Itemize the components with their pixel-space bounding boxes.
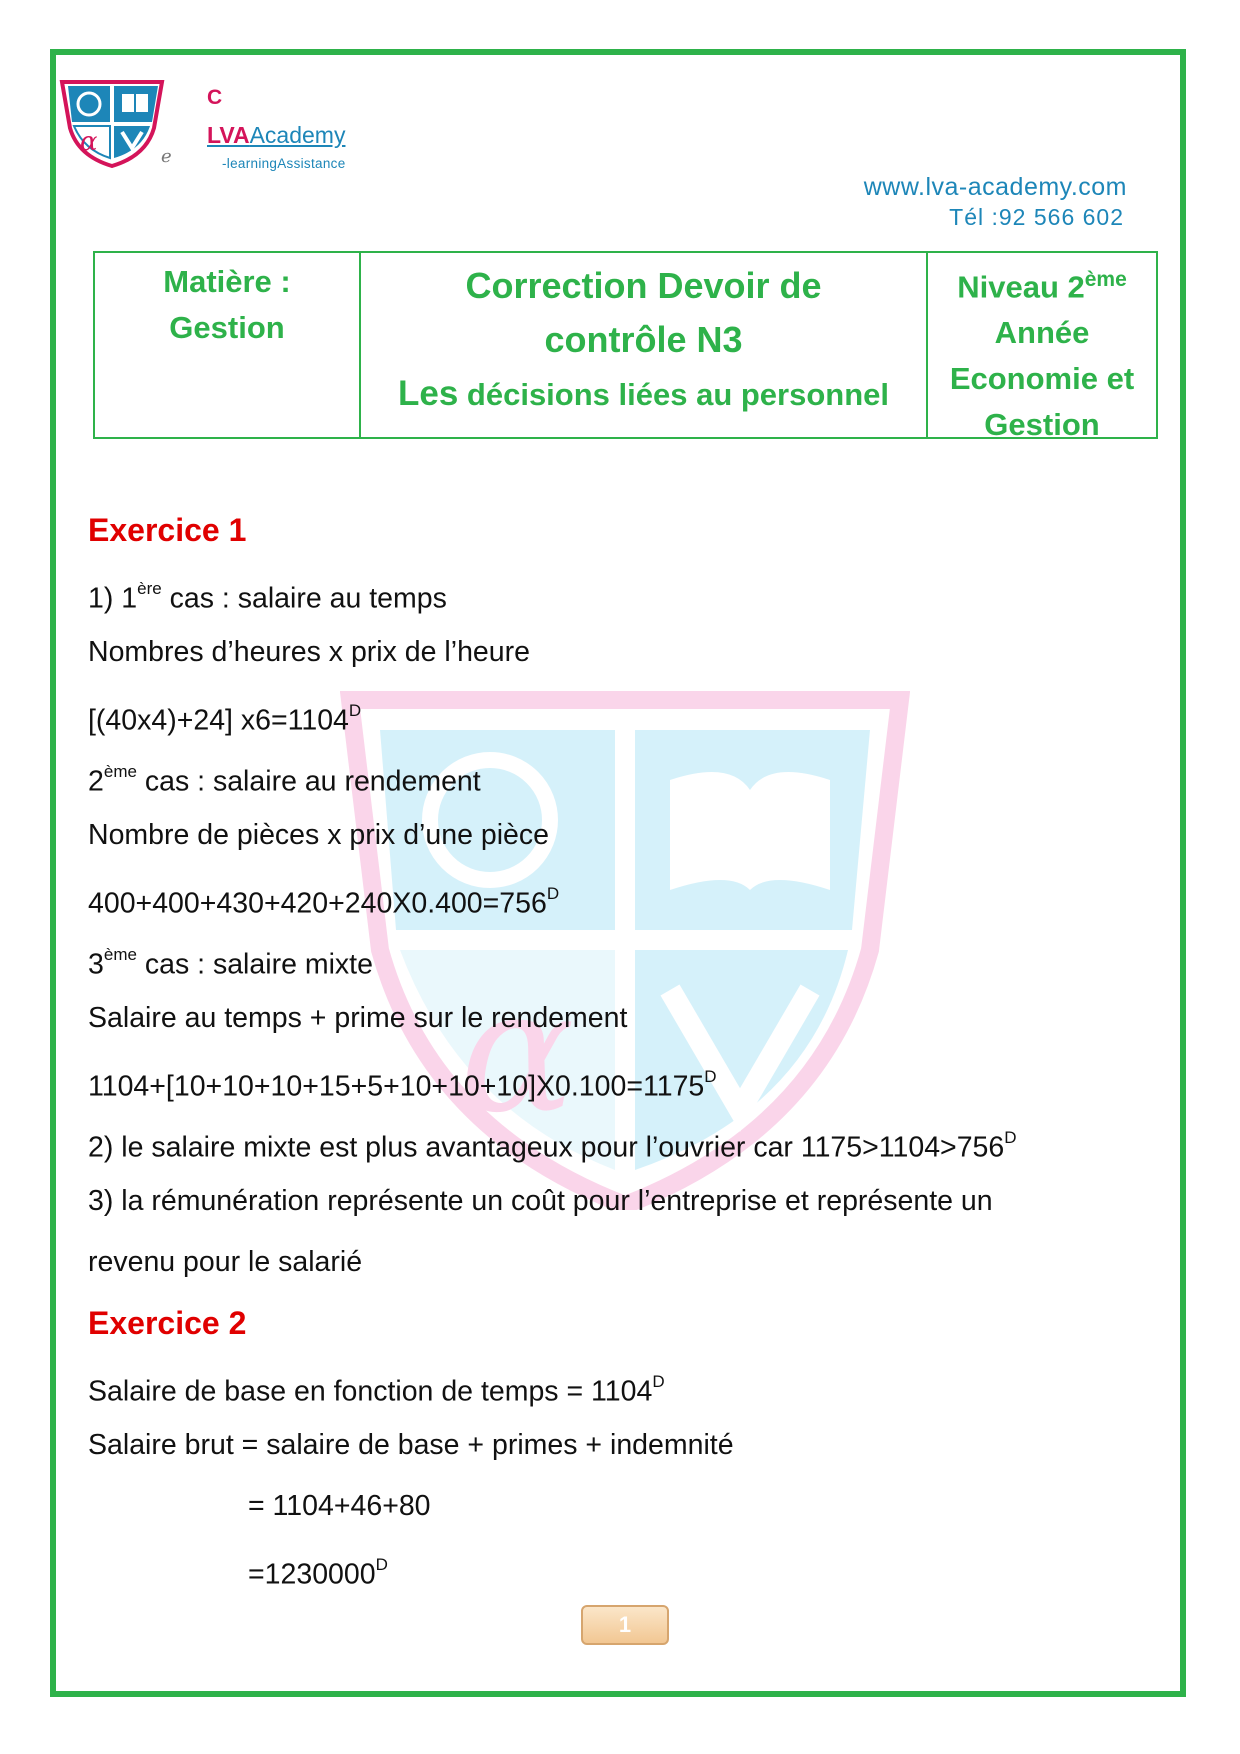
level-sup: ème [1084, 268, 1127, 291]
level-line-4: Gestion [984, 407, 1100, 443]
ex1-line: Nombres d’heures x prix de l’heure [88, 636, 530, 668]
ex2-line: Salaire brut = salaire de base + primes + indemnité [88, 1429, 734, 1461]
ex1-line: 2ème cas : salaire au rendement [88, 762, 481, 798]
title-line-1: Correction Devoir de [465, 265, 822, 306]
ex1-line: Nombre de pièces x prix d’une pièce [88, 819, 549, 851]
ex2-line: $=1230000^D$ [248, 1555, 388, 1591]
document-body [88, 500, 1148, 1598]
ex1-line: 1) 1ère cas : salaire au temps [88, 579, 447, 615]
title-les: Les [397, 374, 459, 413]
exercise-2-title: Exercice 2 [88, 1305, 247, 1341]
title-topic: décisions liées au personnel [458, 377, 890, 412]
logo-c-letter: C [207, 86, 223, 109]
ex1-line: 2) le salaire mixte est plus avantageux pour l’ouvrier car $1175>1104>756^D$ [88, 1128, 1017, 1164]
ex2-line: Salaire de base en fonction de temps = $1104^D$ [88, 1372, 665, 1408]
exercise-1-title: Exercice 1 [88, 512, 247, 548]
level-cell [928, 253, 1156, 443]
subject-cell [95, 253, 361, 437]
logo-academy: Academy [249, 122, 346, 148]
svg-text:α: α [80, 127, 98, 157]
svg-text:α: α [460, 953, 575, 1151]
ex1-line: $1104+[10+10+10+15+5+10+10+10]X0.100=1175^D$ [88, 1067, 717, 1103]
ex1-line: Salaire au temps + prime sur le rendement [88, 1002, 628, 1034]
logo-tagline: -learningAssistance [222, 156, 346, 171]
ex1-line: 3) la rémunération représente un coût pour l’entreprise et représente un [88, 1185, 993, 1217]
website-link[interactable]: www.lva-academy.com [863, 173, 1127, 201]
title-cell [361, 253, 928, 437]
ex1-line: [(40x4)+24] $x6=1104^D$ [88, 701, 362, 737]
title-table [93, 251, 1158, 443]
subject-label: Matière : [163, 264, 291, 299]
page-number: 1 [581, 1605, 669, 1645]
subject-value: Gestion [169, 310, 285, 345]
logo-brand-name [207, 122, 345, 149]
level-label: Niveau 2 [957, 269, 1085, 305]
title-line-2: contrôle N3 [544, 319, 743, 360]
ex1-line: $400+400+430+420+240X0.400=756^D$ [88, 884, 560, 920]
ex2-line: = 1104+46+80 [248, 1490, 431, 1522]
logo-lva: LVA [207, 122, 250, 148]
ex1-line: revenu pour le salarié [88, 1246, 363, 1278]
phone-number: Tél :92 566 602 [949, 204, 1124, 230]
level-line-2: Année [994, 315, 1090, 351]
level-line-3: Economie et [949, 361, 1135, 397]
logo-e-letter: e [161, 146, 172, 167]
title-line-3 [361, 367, 926, 422]
level-line-1 [928, 257, 1156, 310]
ex1-line: 3ème cas : salaire mixte [88, 945, 373, 981]
academy-logo-icon [58, 78, 168, 168]
